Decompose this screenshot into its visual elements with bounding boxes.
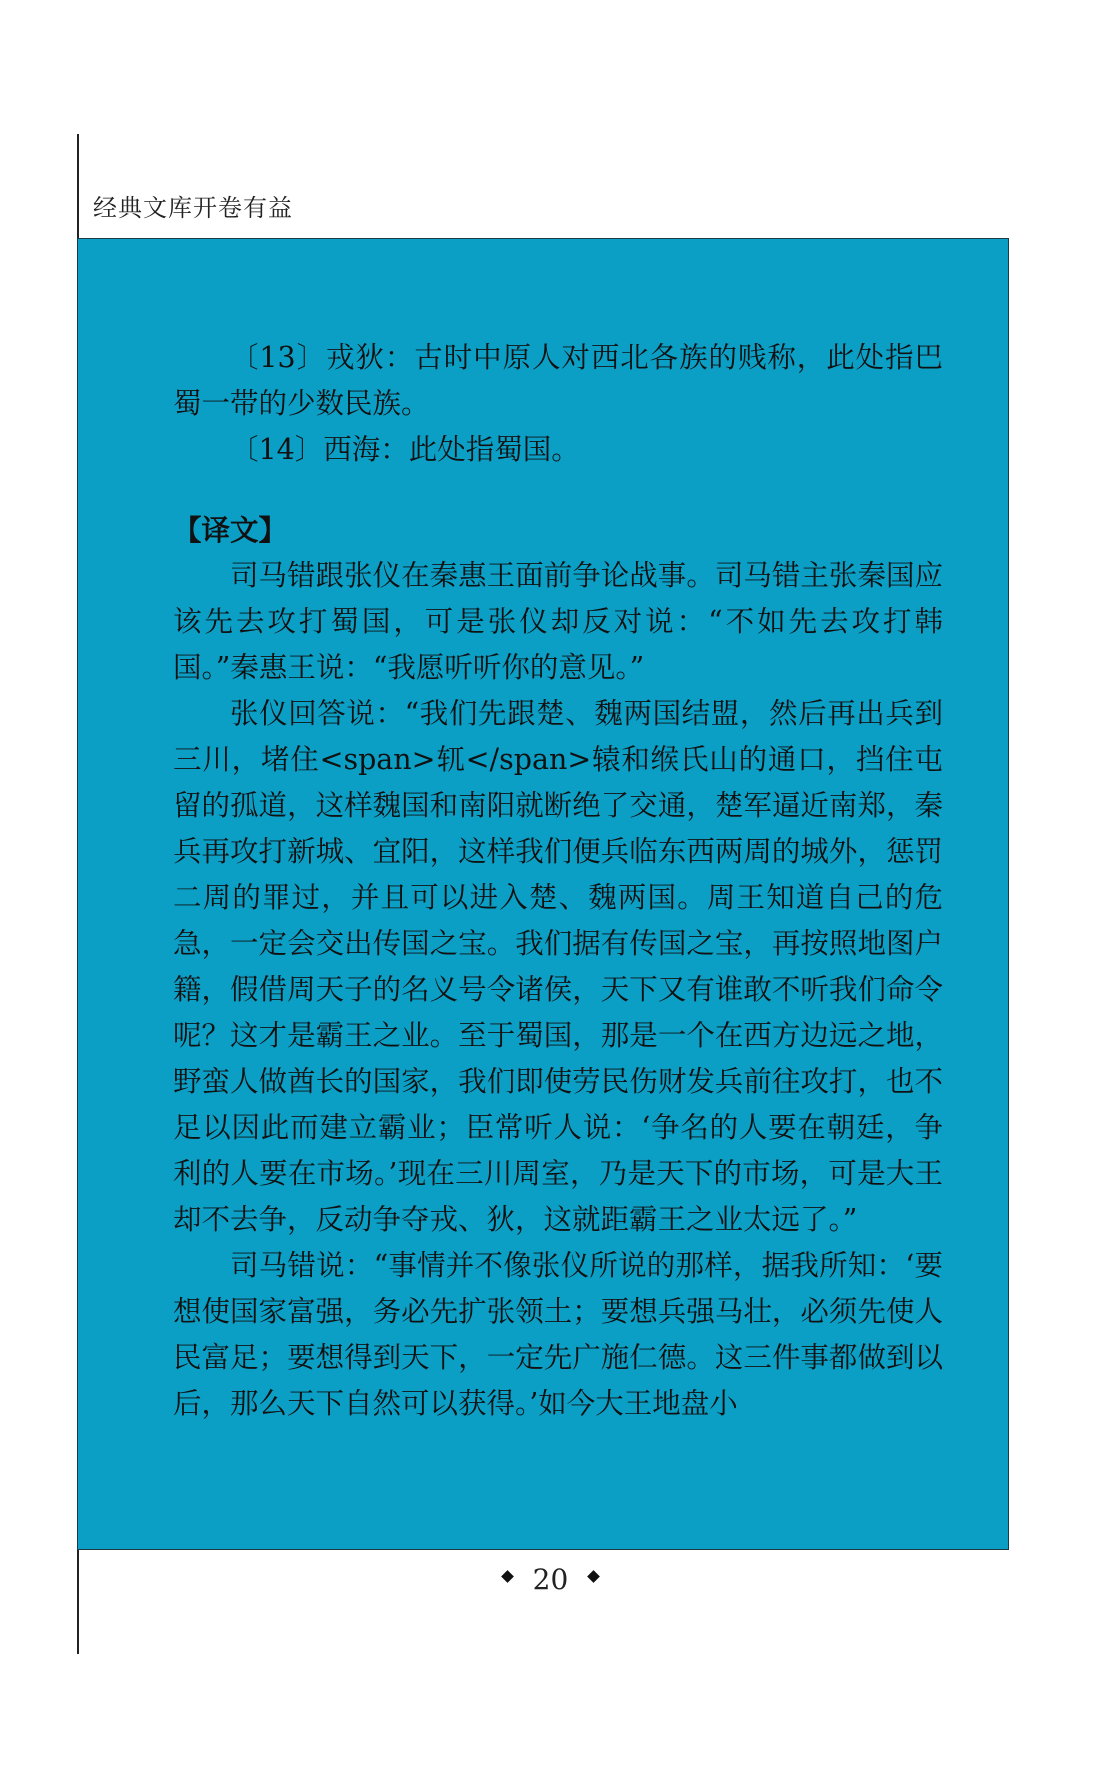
page-number: 20 [532, 1562, 569, 1596]
note-13: 〔13〕戎狄：古时中原人对西北各族的贱称，此处指巴蜀一带的少数民族。 [173, 341, 943, 420]
note-14: 〔14〕西海：此处指蜀国。 [230, 433, 580, 466]
paragraph-2: 张仪回答说：“我们先跟楚、魏两国结盟，然后再出兵到三川，堵住<span>𫐄</span>辕和缑氏山的通口，挡住屯留的孤道，这样魏国和南阳就断绝了交通，楚军逼近南郑，秦兵再攻打新城、宜阳，这样我们便兵临东西两周的城外，惩罚二周的罪过，并且可以进入楚、魏两国。周王知道自己的危急，一定会交出传国之宝。我们据有传国之宝，再按照地图户籍，假借周天子的名义号令诸侯，天下又有谁敢不听我们命令呢？这才是霸王之业。至于蜀国，那是一个在西方边远之地，野蛮人做酋长的国家，我们即使劳民伤财发兵前往攻打，也不足以因此而建立霸业；臣常听人说：‘争名的人要在朝廷，争利的人要在市场。’现在三川周室，乃是天下的市场，可是大王却不去争，反动争夺戎、狄，这就距霸王之业太远了。” [173, 697, 943, 1236]
page-number-footer [0, 1560, 1101, 1598]
paragraph-3: 司马错说：“事情并不像张仪所说的那样，据我所知：‘要想使国家富强，务必先扩张领土；要想兵强马壮，必须先使人民富足；要想得到天下，一定先广施仁德。这三件事都做到以后，那么天下自然可以获得。’如今大王地盘小 [173, 1249, 943, 1420]
panel-content [173, 335, 943, 1427]
paragraph-1: 司马错跟张仪在秦惠王面前争论战事。司马错主张秦国应该先去攻打蜀国，可是张仪却反对说：“不如先去攻打韩国。”秦惠王说：“我愿听听你的意见。” [173, 559, 943, 684]
left-diamond-icon [501, 1570, 514, 1583]
section-title-translation: 【译文】 [173, 513, 288, 547]
text-panel [77, 238, 1009, 1550]
running-header-title: 经典文库开卷有益 [93, 194, 293, 222]
right-diamond-icon [587, 1570, 600, 1583]
